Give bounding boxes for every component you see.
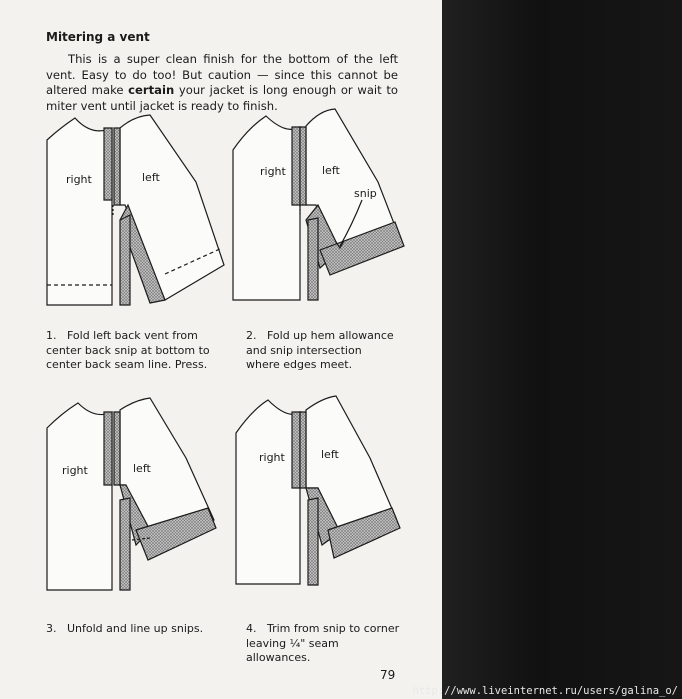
figure-2-caption: 2. Fold up hem allowance and snip intersection where edges meet. [246, 329, 394, 371]
figure-2-illustration [233, 109, 404, 300]
figure-2-left-label: left [322, 164, 340, 177]
scan-background [442, 0, 682, 699]
page-number: 79 [380, 668, 396, 682]
figure-4-illustration [236, 396, 400, 585]
figure-4-caption: 4. Trim from snip to corner leaving ¼" seam allowances. [246, 622, 400, 664]
figure-3-right-label: right [62, 464, 88, 477]
figure-1-illustration [47, 115, 224, 305]
section-title: Mitering a vent [46, 30, 150, 44]
figure-3-caption: 3. Unfold and line up snips. [46, 622, 204, 635]
intro-emphasis: certain [128, 83, 175, 97]
figure-3-left-label: left [133, 462, 151, 475]
figure-3-illustration [47, 398, 216, 590]
watermark-url: http://www.liveinternet.ru/users/galina_o/ [412, 685, 678, 697]
intro-text-2: your jacket is long enough or wait to miter vent until jacket is ready to finish. [46, 83, 399, 113]
figure-4-left-label: left [321, 448, 339, 461]
figure-1-right-label: right [66, 173, 92, 186]
intro-text-1: This is a super clean finish for the bottom of the left vent. Easy to do too! But caution — since this cannot be altered make [46, 52, 398, 97]
figure-2-snip-label: snip [354, 187, 377, 200]
figure-2-right-label: right [260, 165, 286, 178]
figure-1-caption: 1. Fold left back vent from center back snip at bottom to center back seam line. Press. [46, 329, 210, 371]
figure-4-right-label: right [259, 451, 285, 464]
figure-1-left-label: left [142, 171, 160, 184]
